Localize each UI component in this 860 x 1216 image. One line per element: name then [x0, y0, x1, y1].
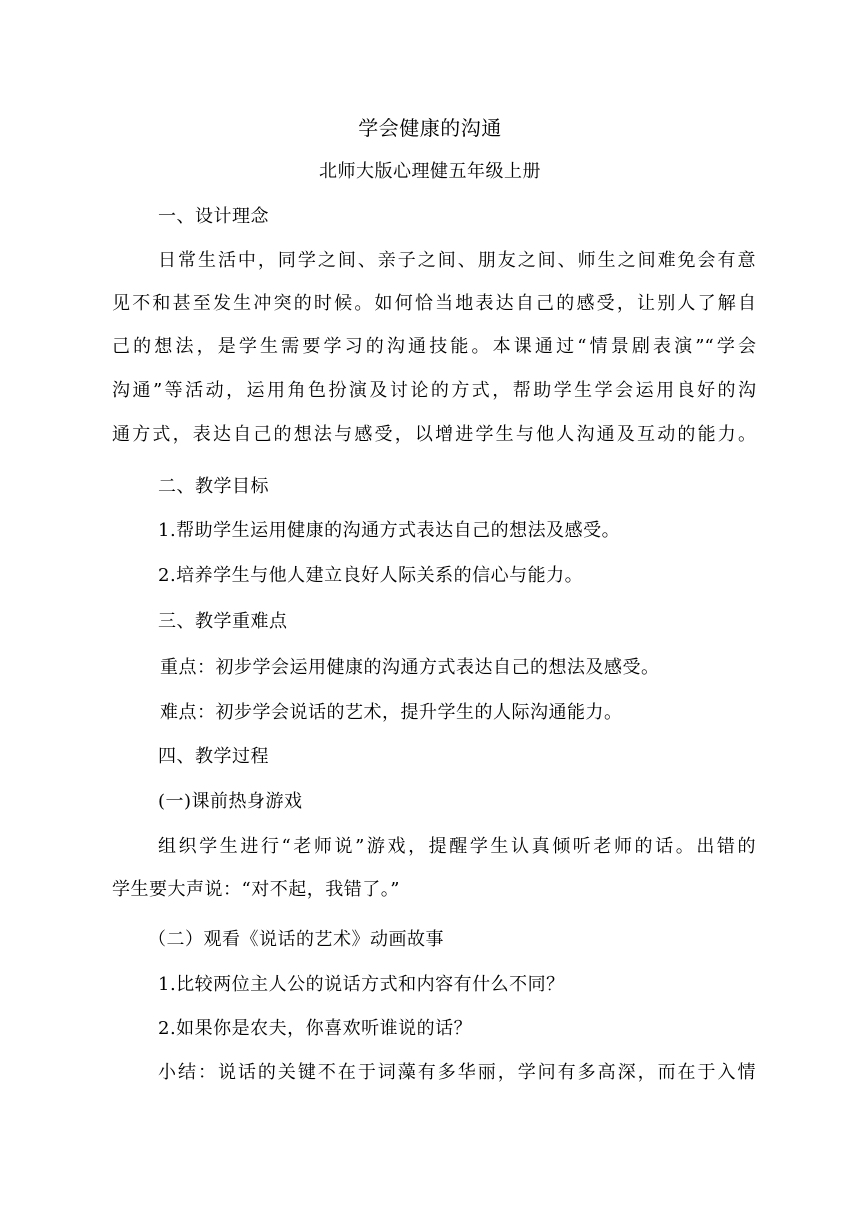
summary-text: 小结：说话的关键不在于词藻有多华丽，学问有多高深，而在于入情 — [158, 1062, 756, 1083]
subsection-heading-warmup: (一)课前热身游戏 — [158, 791, 303, 812]
paragraph-line: 沟通”等活动，运用角色扮演及讨论的方式，帮助学生学会运用良好的沟 — [112, 380, 756, 401]
section-heading-key-points: 三、教学重难点 — [158, 611, 288, 632]
list-item: 2.如果你是农夫，你喜欢听谁说的话？ — [158, 1018, 473, 1039]
paragraph-line: 组织学生进行“老师说”游戏，提醒学生认真倾听老师的话。出错的 — [158, 836, 756, 857]
document-title: 学会健康的沟通 — [358, 116, 502, 140]
paragraph-line: 己的想法，是学生需要学习的沟通技能。本课通过“情景剧表演”“学会 — [112, 336, 756, 357]
paragraph-line: 通方式，表达自己的想法与感受，以增进学生与他人沟通及互动的能力。 — [112, 424, 756, 445]
paragraph-line: 学生要大声说：“对不起，我错了。” — [112, 879, 400, 900]
subsection-heading-animation: （二）观看《说话的艺术》动画故事 — [148, 929, 444, 950]
key-point-text: 重点：初步学会运用健康的沟通方式表达自己的想法及感受。 — [160, 657, 660, 678]
document-subtitle: 北师大版心理健五年级上册 — [319, 161, 541, 182]
section-heading-design-concept: 一、设计理念 — [158, 206, 269, 227]
list-item: 1.比较两位主人公的说话方式和内容有什么不同？ — [158, 974, 565, 995]
list-item: 2.培养学生与他人建立良好人际关系的信心与能力。 — [158, 565, 584, 586]
section-heading-teaching-process: 四、教学过程 — [158, 746, 269, 767]
difficult-point-text: 难点：初步学会说话的艺术，提升学生的人际沟通能力。 — [160, 702, 623, 723]
list-item: 1.帮助学生运用健康的沟通方式表达自己的想法及感受。 — [158, 520, 621, 541]
paragraph-line: 见不和甚至发生冲突的时候。如何恰当地表达自己的感受，让别人了解自 — [112, 293, 756, 314]
section-heading-teaching-goals: 二、教学目标 — [158, 476, 269, 497]
paragraph-line: 日常生活中，同学之间、亲子之间、朋友之间、师生之间难免会有意 — [158, 250, 756, 271]
